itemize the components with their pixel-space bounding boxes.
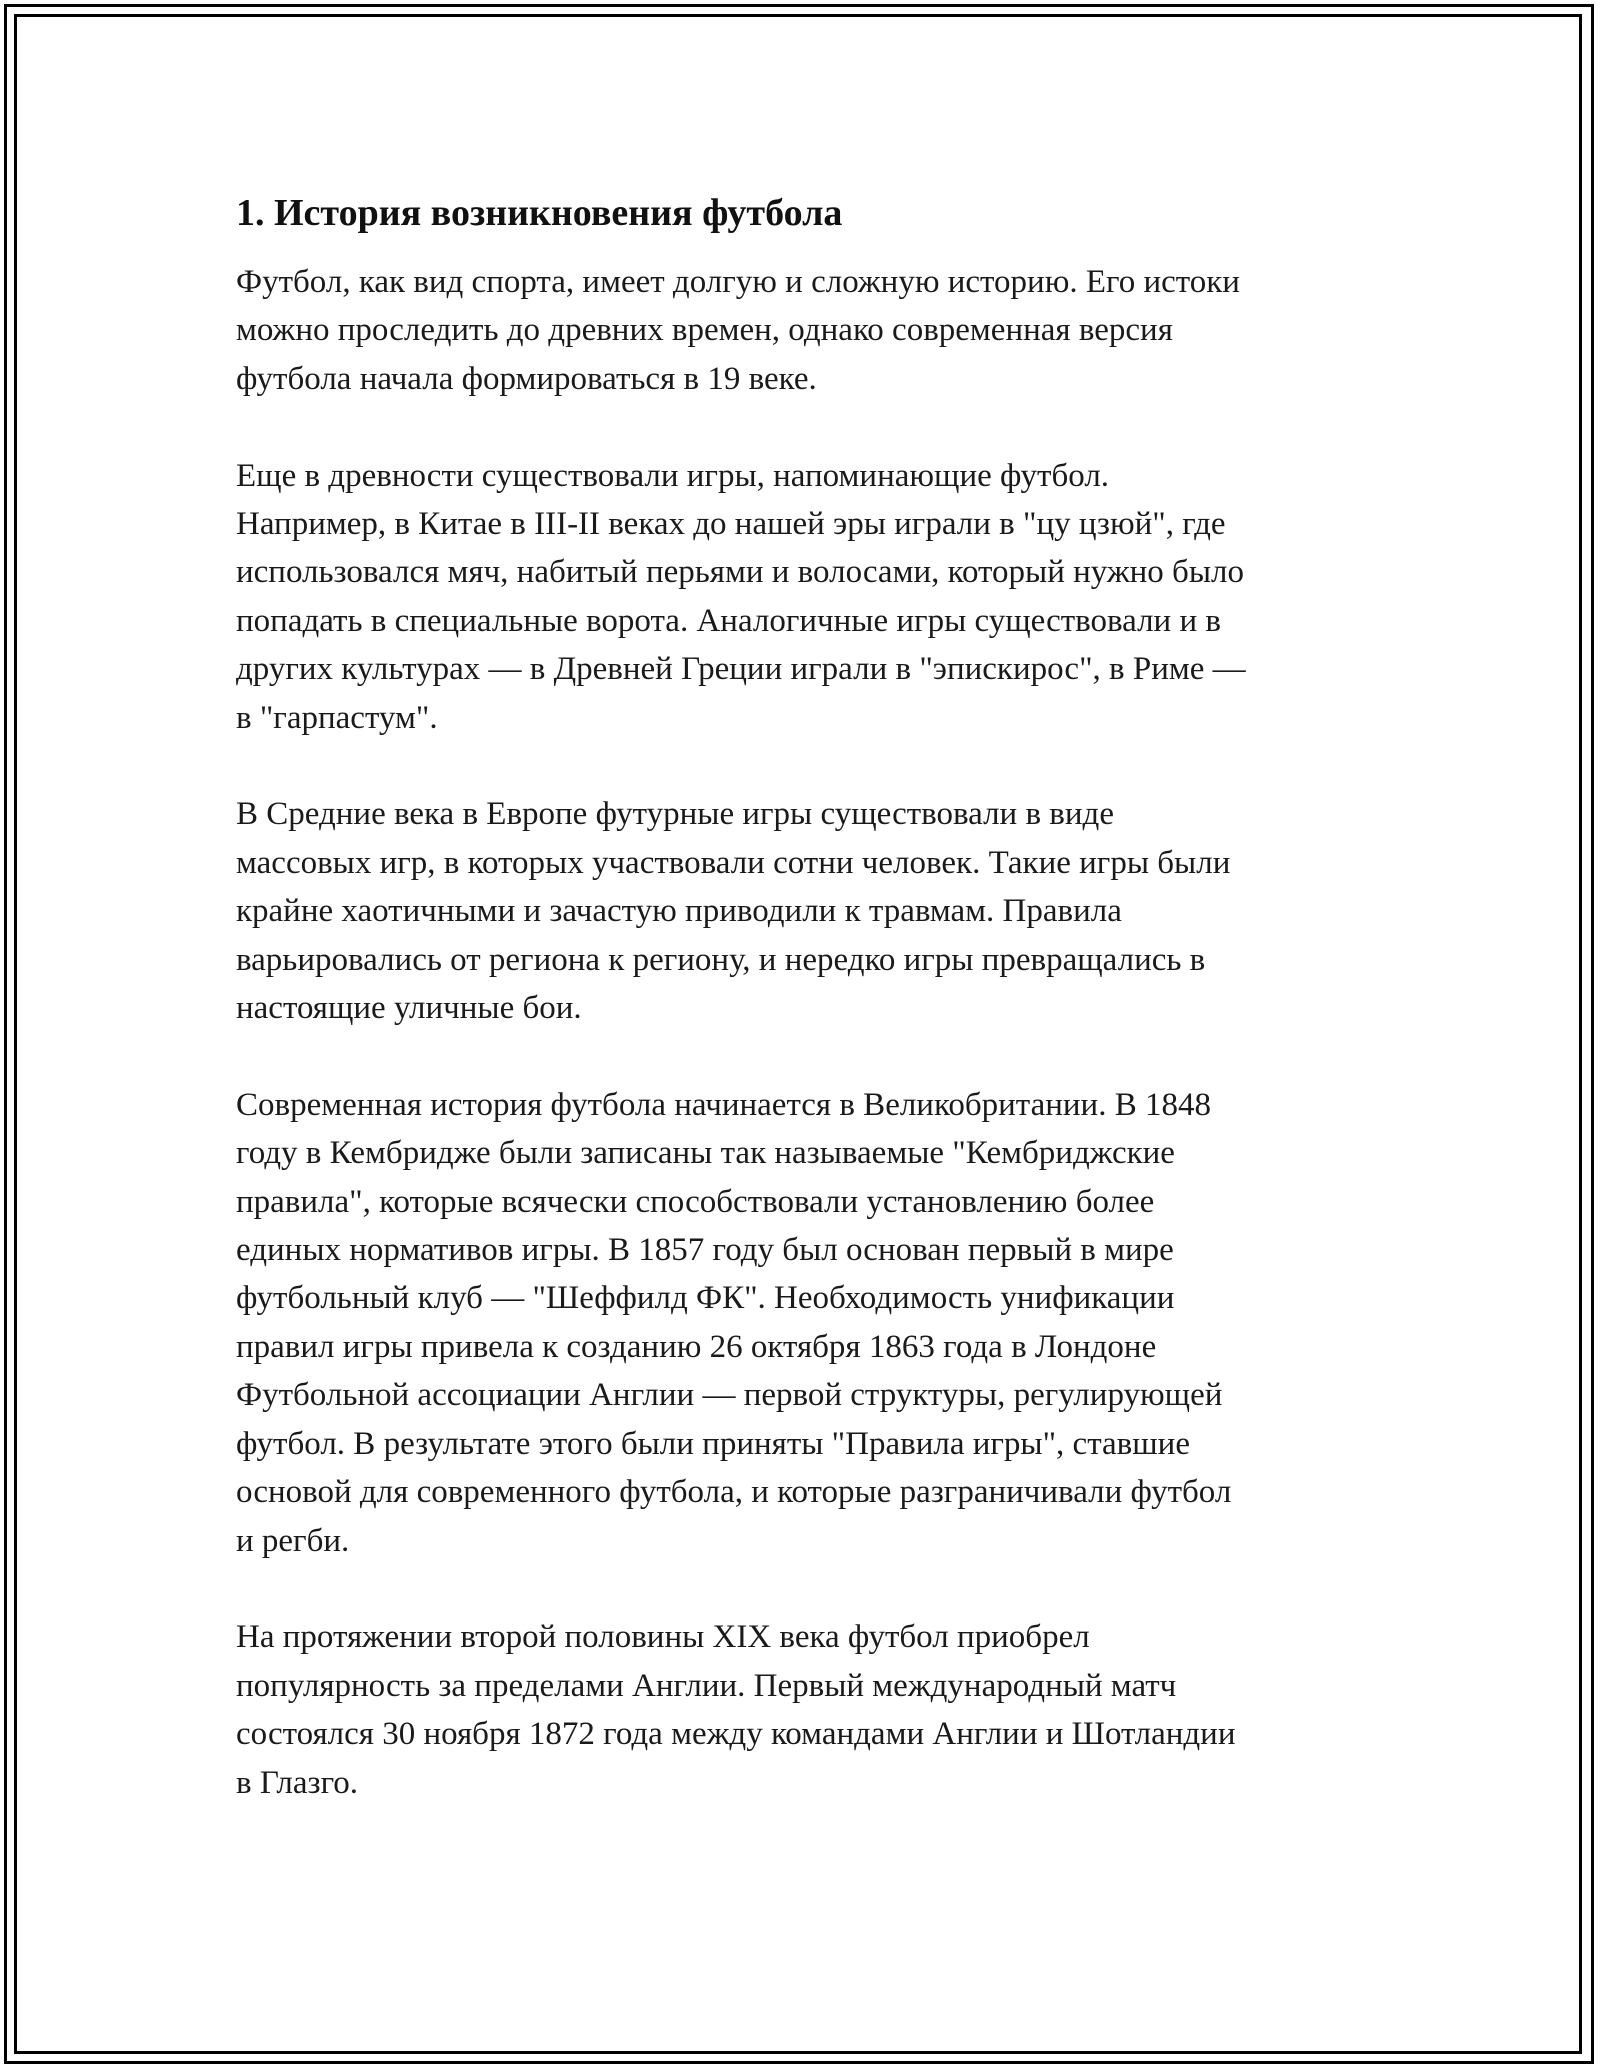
paragraph-middle-ages: В Средние века в Европе футурные игры существовали в виде массовых игр, в которых участвовали сотни человек. Такие игры были крайне хаотичными и зачастую приводили к травмам. Правила варьировались от региона к региону, и нередко игры превращались в настоящие уличные бои. xyxy=(236,796,1231,1027)
paragraph-ancient-games: Еще в древности существовали игры, напоминающие футбол. Например, в Китае в III-II веках до нашей эры играли в "цу цзюй", где использовался мяч, набитый перьями и волосами, который нужно было попадать в специальные ворота. Аналогичные игры существовали и в других культурах — в Древней Греции играли в "эпискирос", в Риме — в "гарпастум". xyxy=(236,457,1246,736)
paragraph-modern-history: Современная история футбола начинается в Великобритании. В 1848 году в Кембридже были записаны так называемые "Кембриджские правила", которые всячески способствовали установлению более единых нормативов игры. В 1857 году был основан первый в мире футбольный клуб — "Шеффилд ФК". Необходимость унификации правил игры привела к созданию 26 октября 1863 года в Лондоне Футбольной ассоциации Англии — первой структуры, регулирующей футбол. В результате этого были приняты "Правила игры", ставшие основой для современного футбола, и которые разграничивали футбол и регби. xyxy=(236,1086,1232,1559)
paragraph-intro: Футбол, как вид спорта, имеет долгую и сложную историю. Его истоки можно проследить до древних времен, однако современная версия футбола начала формироваться в 19 веке. xyxy=(236,264,1240,397)
section-heading: 1. История возникновения футбола xyxy=(236,192,843,234)
document-body xyxy=(236,188,1366,1855)
paragraph-international: На протяжении второй половины XIX века футбол приобрел популярность за пределами Англии. Первый международный матч состоялся 30 ноября 1872 года между командами Англии и Шотландии в Глазго. xyxy=(236,1619,1236,1801)
